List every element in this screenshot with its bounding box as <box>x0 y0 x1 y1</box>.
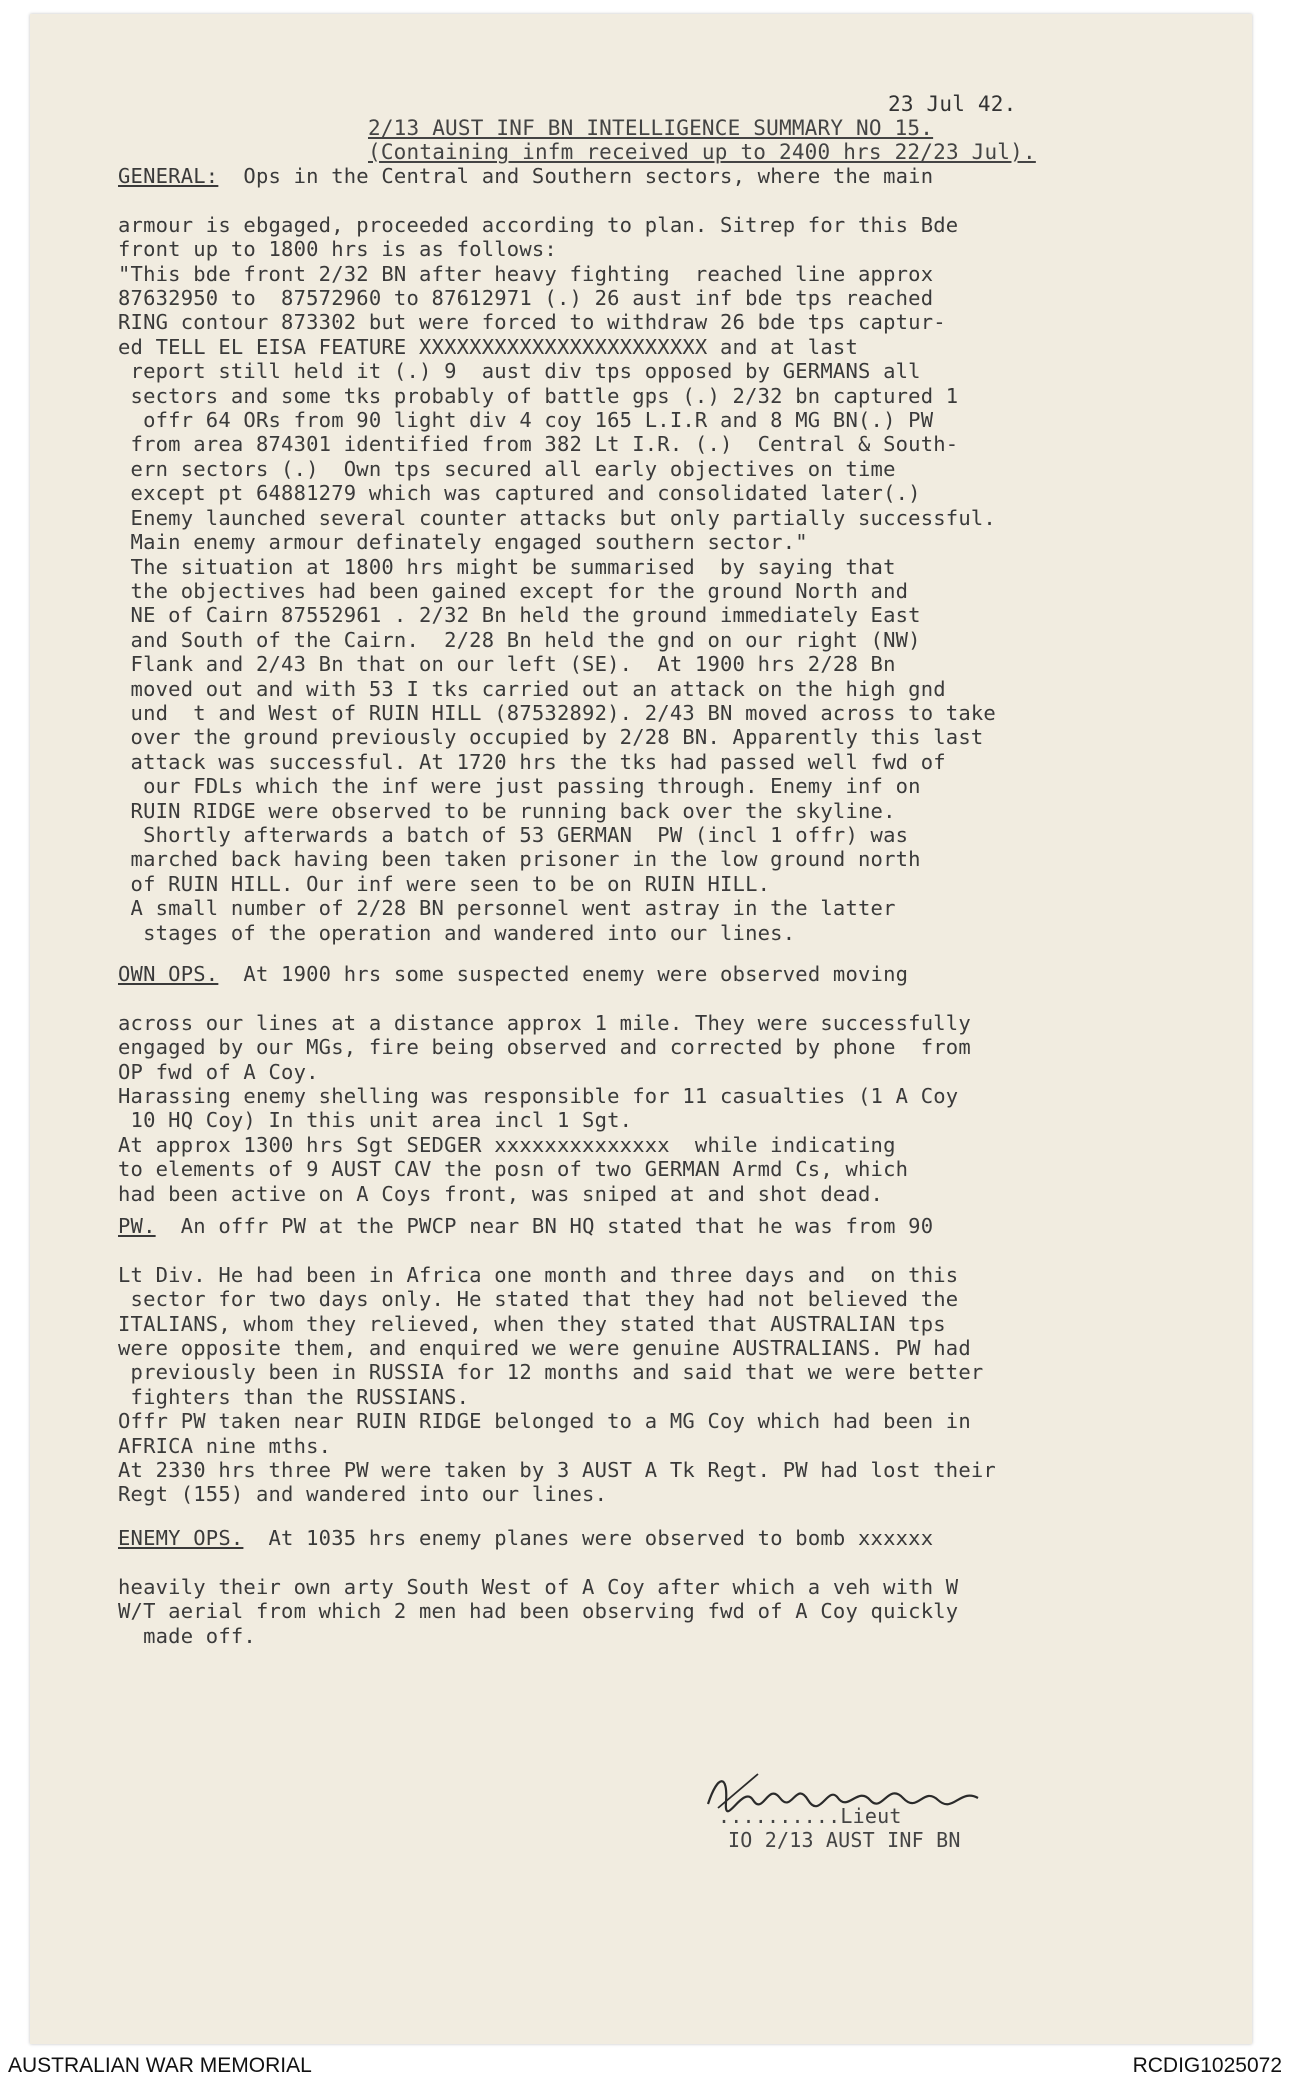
text-line: sector for two days only. He stated that they had not believed the <box>118 1287 959 1312</box>
text-line: Regt (155) and wandered into our lines. <box>118 1482 608 1507</box>
text-line: marched back having been taken prisoner in the low ground north <box>118 847 921 872</box>
text-line: except pt 64881279 which was captured and consolidated later(.) <box>118 481 921 506</box>
section-enemy-ops-text <box>118 1550 958 1648</box>
text-line: Harassing enemy shelling was responsible for 11 casualties (1 A Coy <box>118 1084 959 1109</box>
text-line: across our lines at a distance approx 1 mile. They were successfully <box>118 1010 971 1035</box>
text-line: over the ground previously occupied by 2/28 BN. Apparently this last <box>118 725 984 750</box>
document-subtitle: (Containing infm received up to 2400 hrs 22/23 Jul). <box>368 140 1036 164</box>
text-line: previously been in RUSSIA for 12 months and said that we were better <box>118 1360 984 1385</box>
text-line: 87632950 to 87572960 to 87612971 (.) 26 aust inf bde tps reached <box>118 286 934 311</box>
section-general-text <box>118 188 996 945</box>
section-pw <box>118 1214 996 1507</box>
footer-record-id: RCDIG1025072 <box>1132 2054 1282 2077</box>
text-line: to elements of 9 AUST CAV the posn of two GERMAN Armd Cs, which <box>118 1157 909 1182</box>
text-line: armour is ebgaged, proceeded according to plan. Sitrep for this Bde <box>118 212 959 237</box>
section-enemy-ops <box>118 1526 958 1648</box>
section-pw-text <box>118 1238 996 1506</box>
text-line: "This bde front 2/32 BN after heavy fighting reached line approx <box>118 261 934 286</box>
text-line: and South of the Cairn. 2/28 Bn held the gnd on our right (NW) <box>118 627 921 652</box>
text-line: At 1035 hrs enemy planes were observed to bomb xxxxxx <box>255 1526 934 1550</box>
document-date: 23 Jul 42. <box>888 92 1017 116</box>
document-page <box>30 14 1252 2044</box>
text-line: made off. <box>118 1623 256 1648</box>
section-own-ops-text <box>118 986 971 1206</box>
text-line: An offr PW at the PWCP near BN HQ stated that he was from 90 <box>168 1214 934 1238</box>
text-line: NE of Cairn 87552961 . 2/32 Bn held the ground immediately East <box>118 603 921 628</box>
section-own-ops <box>118 962 971 1206</box>
document-title: 2/13 AUST INF BN INTELLIGENCE SUMMARY NO 15. <box>368 116 934 140</box>
archive-footer <box>0 2050 1296 2082</box>
section-heading-pw: PW. <box>118 1214 156 1238</box>
text-line: ITALIANS, whom they relieved, when they stated that AUSTRALIAN tps <box>118 1311 946 1336</box>
section-heading-general: GENERAL: <box>118 164 219 188</box>
text-line: front up to 1800 hrs is as follows: <box>118 237 557 262</box>
text-line: W/T aerial from which 2 men had been observing fwd of A Coy quickly <box>118 1599 959 1624</box>
footer-institution: AUSTRALIAN WAR MEMORIAL <box>8 2054 312 2077</box>
text-line: had been active on A Coys front, was sniped at and shot dead. <box>118 1181 884 1206</box>
text-line: engaged by our MGs, fire being observed and corrected by phone from <box>118 1035 971 1060</box>
section-heading-enemy-ops: ENEMY OPS. <box>118 1526 244 1550</box>
text-line: stages of the operation and wandered into our lines. <box>118 920 796 945</box>
text-line: offr 64 ORs from 90 light div 4 coy 165 L.I.R and 8 MG BN(.) PW <box>118 408 934 433</box>
text-line: Shortly afterwards a batch of 53 GERMAN PW (incl 1 offr) was <box>118 822 909 847</box>
text-line: The situation at 1800 hrs might be summarised by saying that <box>118 554 896 579</box>
text-line: heavily their own arty South West of A Coy after which a veh with W <box>118 1574 959 1599</box>
text-line: Flank and 2/43 Bn that on our left (SE). At 1900 hrs 2/28 Bn <box>118 652 896 677</box>
signature-appointment: IO 2/13 AUST INF BN <box>728 1828 961 1852</box>
text-line: At 1900 hrs some suspected enemy were observed moving <box>230 962 909 986</box>
text-line: were opposite them, and enquired we were genuine AUSTRALIANS. PW had <box>118 1336 971 1361</box>
text-line: from area 874301 identified from 382 Lt I.R. (.) Central & South- <box>118 432 959 457</box>
text-line: moved out and with 53 I tks carried out an attack on the high gnd <box>118 676 946 701</box>
text-line: OP fwd of A Coy. <box>118 1059 319 1084</box>
text-line: the objectives had been gained except for the ground North and <box>118 578 909 603</box>
text-line: At 2330 hrs three PW were taken by 3 AUST A Tk Regt. PW had lost their <box>118 1458 996 1483</box>
section-heading-own-ops: OWN OPS. <box>118 962 219 986</box>
text-line: AFRICA nine mths. <box>118 1433 332 1458</box>
text-line: At approx 1300 hrs Sgt SEDGER xxxxxxxxxxxxxx while indicating <box>118 1132 896 1157</box>
text-line: ern sectors (.) Own tps secured all early objectives on time <box>118 456 896 481</box>
text-line: fighters than the RUSSIANS. <box>118 1384 470 1409</box>
text-line: RING contour 873302 but were forced to withdraw 26 bde tps captur- <box>118 310 946 335</box>
section-general <box>118 164 996 945</box>
text-line: sectors and some tks probably of battle gps (.) 2/32 bn captured 1 <box>118 383 959 408</box>
text-line: report still held it (.) 9 aust div tps opposed by GERMANS all <box>118 359 921 384</box>
text-line: und t and West of RUIN HILL (87532892). 2/43 BN moved across to take <box>118 700 996 725</box>
text-line: 10 HQ Coy) In this unit area incl 1 Sgt. <box>118 1108 633 1133</box>
text-line: Offr PW taken near RUIN RIDGE belonged to a MG Coy which had been in <box>118 1409 971 1434</box>
text-line: of RUIN HILL. Our inf were seen to be on RUIN HILL. <box>118 871 771 896</box>
text-line: ed TELL EL EISA FEATURE XXXXXXXXXXXXXXXXXXXXXXX and at last <box>118 334 858 359</box>
text-line: Ops in the Central and Southern sectors, where the main <box>230 164 934 188</box>
signature-rank: ..........Lieut <box>718 1804 902 1828</box>
text-line: RUIN RIDGE were observed to be running back over the skyline. <box>118 798 896 823</box>
text-line: Main enemy armour definately engaged southern sector." <box>118 530 808 555</box>
text-line: A small number of 2/28 BN personnel went astray in the latter <box>118 896 896 921</box>
text-line: attack was successful. At 1720 hrs the tks had passed well fwd of <box>118 749 946 774</box>
text-line: Enemy launched several counter attacks but only partially successful. <box>118 505 996 530</box>
text-line: our FDLs which the inf were just passing through. Enemy inf on <box>118 774 921 799</box>
text-line: Lt Div. He had been in Africa one month and three days and on this <box>118 1262 959 1287</box>
